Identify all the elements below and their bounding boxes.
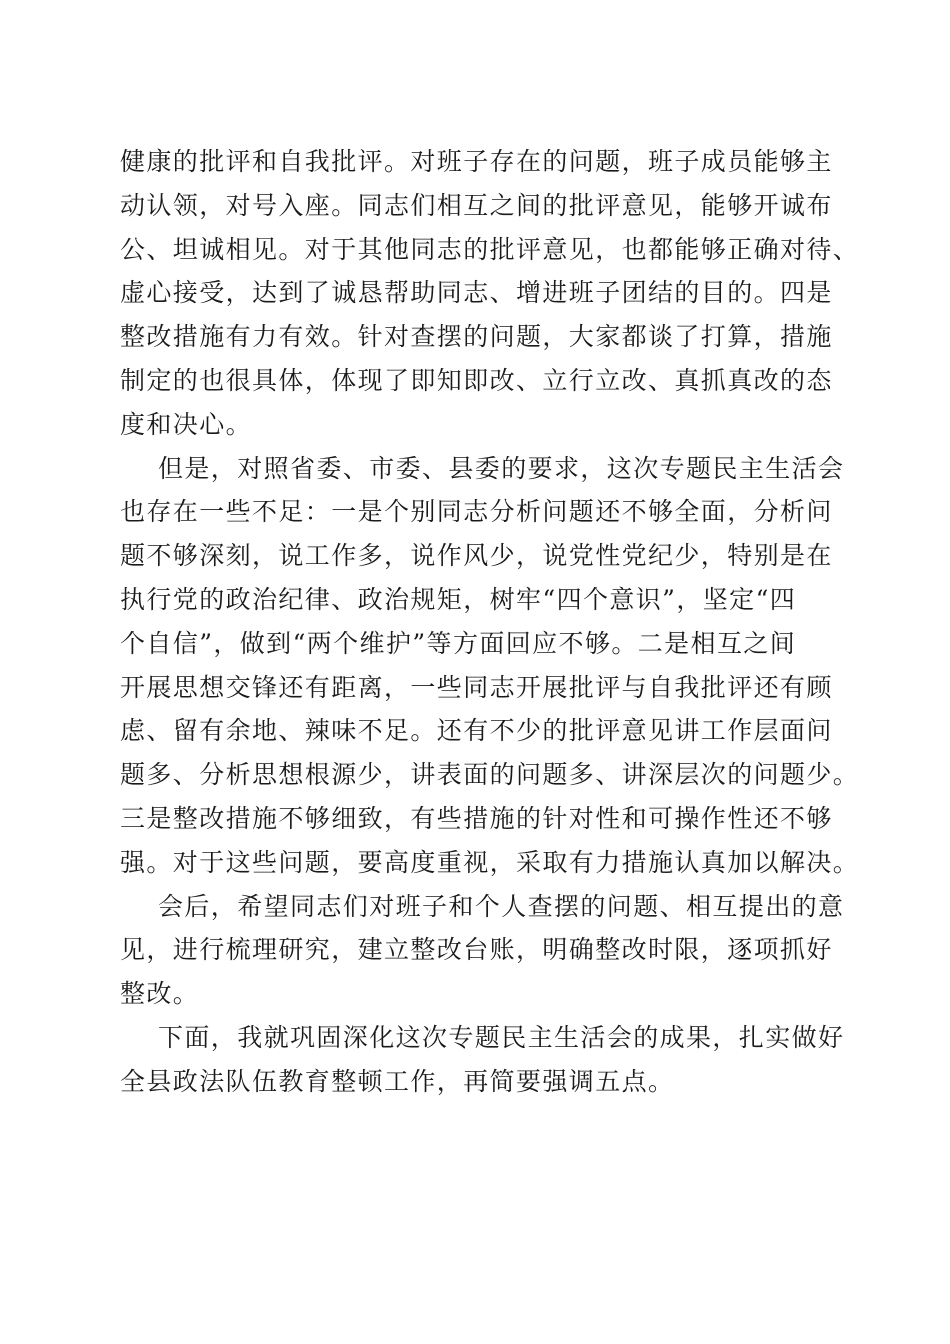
text-line: 制定的也很具体，体现了即知即改、立行立改、真抓真改的态 [120,365,833,395]
text-line: 见，进行梳理研究，建立整改台账，明确整改时限，逐项抓好 [120,935,833,965]
text-line: 整改措施有力有效。针对查摆的问题，大家都谈了打算，措施 [120,322,833,352]
text-line: 三是整改措施不够细致，有些措施的针对性和可操作性还不够 [120,803,833,833]
paragraph-first-line: 会后，希望同志们对班子和个人查摆的问题、相互提出的意 [158,891,845,921]
paragraph-first-line: 但是，对照省委、市委、县委的要求，这次专题民主生活会 [158,453,845,483]
text-line: 开展思想交锋还有距离，一些同志开展批评与自我批评还有顾 [120,672,833,702]
body-text [120,140,860,1104]
text-line: 虚心接受，达到了诚恳帮助同志、增进班子团结的目的。四是 [120,278,833,308]
paragraph-first-line: 下面，我就巩固深化这次专题民主生活会的成果，扎实做好 [158,1022,845,1052]
text-line: 强。对于这些问题，要高度重视，采取有力措施认真加以解决。 [120,847,860,877]
text-line: 题多、分析思想根源少，讲表面的问题多、讲深层次的问题少。 [120,760,860,790]
text-line: 执行党的政治纪律、政治规矩，树牢“四个意识”，坚定“四 [120,584,797,614]
text-line: 题不够深刻，说工作多，说作风少，说党性党纪少，特别是在 [120,541,833,571]
text-line: 整改。 [120,979,200,1009]
text-line: 全县政法队伍教育整顿工作，再简要强调五点。 [120,1066,675,1096]
text-line: 公、坦诚相见。对于其他同志的批评意见，也都能够正确对待、 [120,234,860,264]
text-line: 个自信”，做到“两个维护”等方面回应不够。二是相互之间 [120,628,797,658]
text-line: 度和决心。 [120,409,253,439]
text-line: 动认领，对号入座。同志们相互之间的批评意见，能够开诚布 [120,190,833,220]
text-line: 健康的批评和自我批评。对班子存在的问题，班子成员能够主 [120,147,833,176]
text-line: 虑、留有余地、辣味不足。还有不少的批评意见讲工作层面问 [120,716,833,746]
text-line: 也存在一些不足：一是个别同志分析问题还不够全面，分析问 [120,497,833,527]
